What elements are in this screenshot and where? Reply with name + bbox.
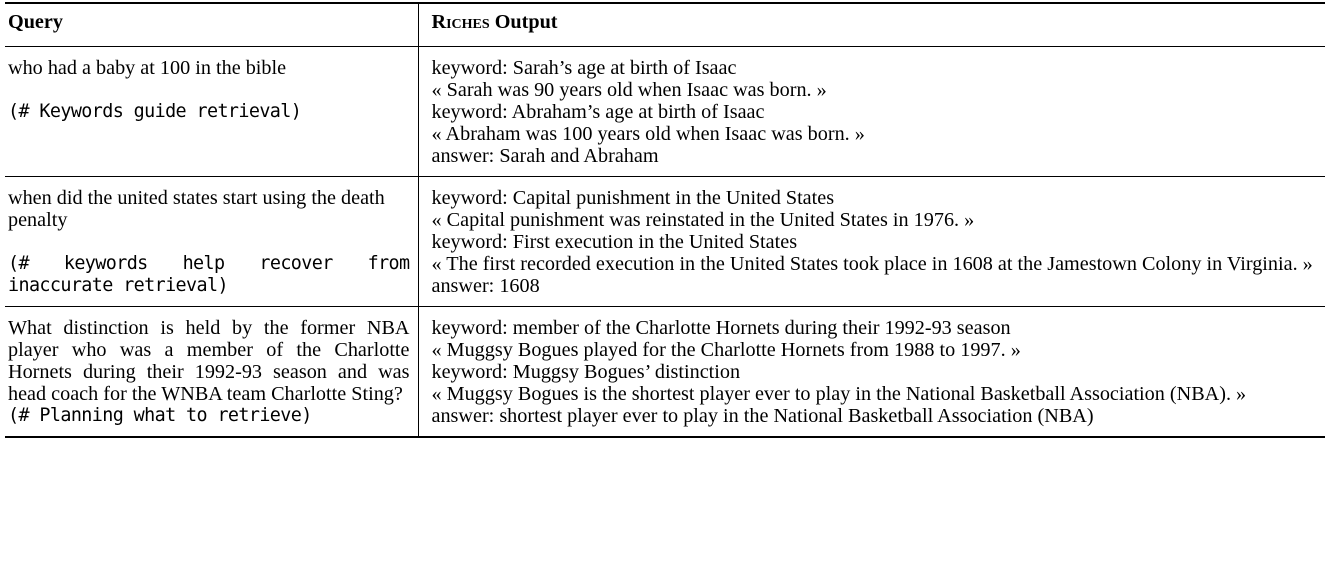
- output-keyword: keyword: Abraham’s age at birth of Isaac: [431, 101, 765, 123]
- output-header-suffix: Output: [489, 11, 558, 33]
- table-row: [5, 47, 1325, 177]
- query-column-header: Query: [5, 4, 418, 47]
- query-cell: [5, 47, 418, 177]
- output-keyword: keyword: First execution in the United States: [431, 231, 798, 253]
- output-passage: « Sarah was 90 years old when Isaac was born. »: [431, 79, 827, 101]
- query-text: What distinction is held by the former NBA player who was a member of the Charlotte Hornets during their 1992-93 season and was head coach for the WNBA team Charlotte Sting?: [8, 317, 410, 405]
- query-note: (# Planning what to retrieve): [8, 405, 312, 426]
- output-keyword: keyword: Capital punishment in the United States: [431, 187, 835, 209]
- table-header-row: [5, 4, 1325, 47]
- query-cell: [5, 177, 418, 307]
- output-passage: « The first recorded execution in the United States took place in 1608 at the Jamestown Colony in Virginia. »: [431, 253, 1313, 275]
- output-keyword: keyword: Sarah’s age at birth of Isaac: [431, 57, 737, 79]
- output-cell: [418, 177, 1325, 307]
- output-cell: [418, 307, 1325, 437]
- output-answer: answer: Sarah and Abraham: [431, 145, 659, 167]
- output-passage: « Abraham was 100 years old when Isaac was born. »: [431, 123, 865, 145]
- output-keyword: keyword: Muggsy Bogues’ distinction: [431, 361, 741, 383]
- results-table: [5, 4, 1325, 436]
- query-note: (# Keywords guide retrieval): [8, 101, 302, 122]
- query-text: who had a baby at 100 in the bible: [8, 57, 287, 79]
- output-header-name: Riches: [431, 11, 490, 33]
- output-answer: answer: shortest player ever to play in the National Basketball Association (NBA): [431, 405, 1094, 427]
- output-keyword: keyword: member of the Charlotte Hornets during their 1992-93 season: [431, 317, 1011, 339]
- table-row: [5, 307, 1325, 437]
- examples-table: [5, 2, 1325, 438]
- output-column-header: [418, 4, 1325, 47]
- query-note: (# keywords help recover from inaccurate retrieval): [8, 253, 410, 296]
- query-text: when did the united states start using the death penalty: [8, 187, 385, 231]
- table-row: [5, 177, 1325, 307]
- output-passage: « Muggsy Bogues is the shortest player ever to play in the National Basketball Association (NBA). »: [431, 383, 1247, 405]
- query-cell: [5, 307, 418, 437]
- output-passage: « Capital punishment was reinstated in the United States in 1976. »: [431, 209, 975, 231]
- output-cell: [418, 47, 1325, 177]
- output-answer: answer: 1608: [431, 275, 540, 297]
- output-passage: « Muggsy Bogues played for the Charlotte Hornets from 1988 to 1997. »: [431, 339, 1021, 361]
